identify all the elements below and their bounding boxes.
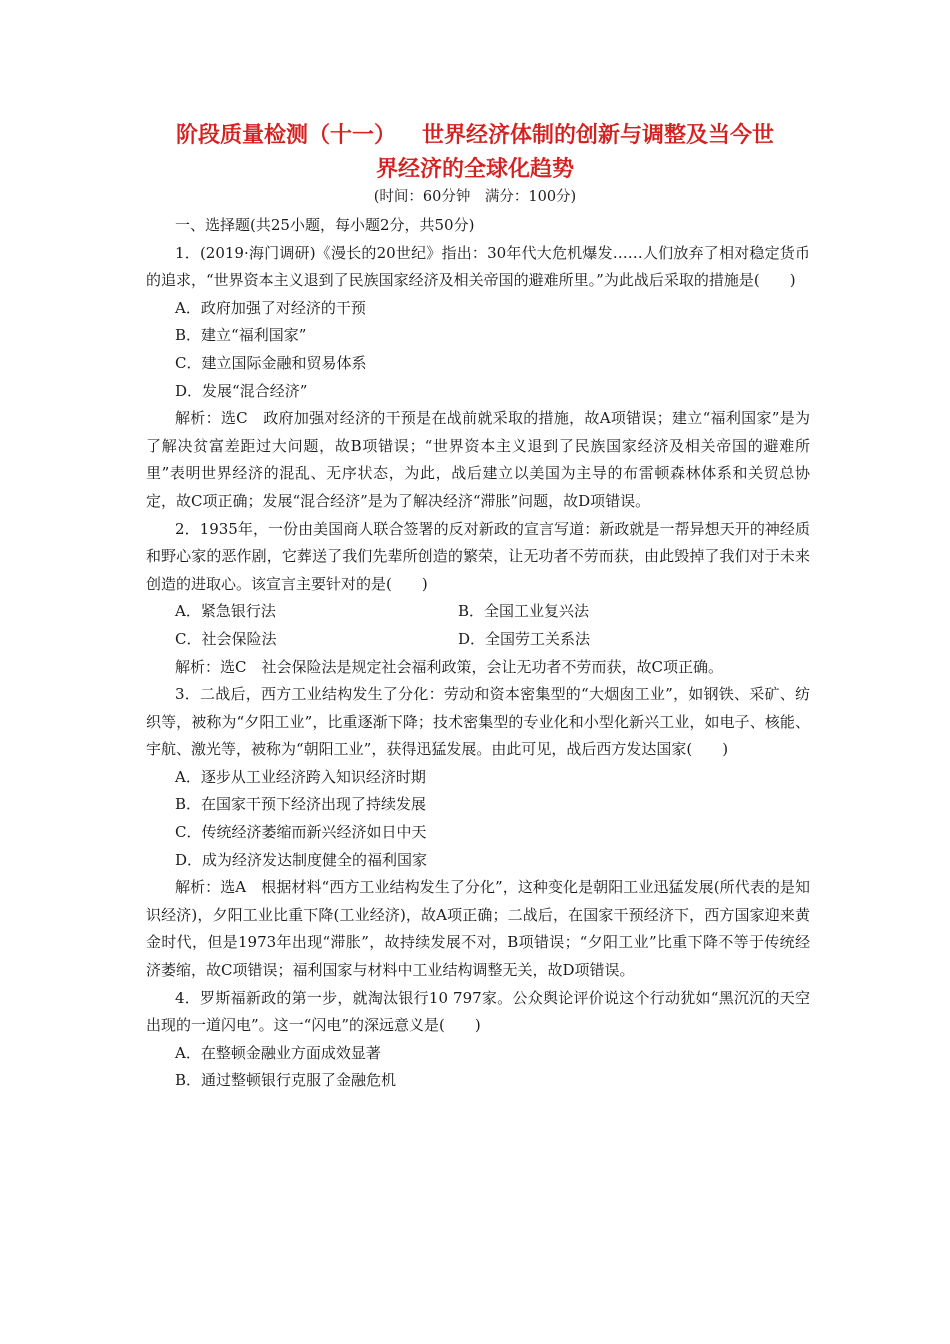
title-line-1 xyxy=(150,118,800,152)
q4-option-a: A．在整顿金融业方面成效显著 xyxy=(175,1043,381,1062)
q1-option-b: B．建立“福利国家” xyxy=(175,326,307,345)
q1-option-d: D．发展“混合经济” xyxy=(175,381,308,400)
q3-option-b: B．在国家干预下经济出现了持续发展 xyxy=(175,795,427,814)
title-part-b: 世界经济体制的创新与调整及当今世 xyxy=(422,122,775,148)
q2-options-row-1 xyxy=(146,598,810,626)
section-heading: 一、选择题(共25小题，每小题2分，共50分) xyxy=(175,216,475,234)
q4-option-b: B．通过整顿银行克服了金融危机 xyxy=(175,1071,397,1090)
q1-stem: 1．(2019·海门调研)《漫长的20世纪》指出：30年代大危机爆发……人们放弃了相对稳定货币的追求，“世界资本主义退到了民族国家经济及相关帝国的避难所里。”为此战后采取的措施是( ) xyxy=(146,243,810,290)
q3-option-c: C．传统经济萎缩而新兴经济如日中天 xyxy=(175,823,427,842)
q1-analysis: 解析：选C 政府加强对经济的干预是在战前就采取的措施，故A项错误；建立“福利国家”是为了解决贫富差距过大问题，故B项错误；“世界资本主义退到了民族国家经济及相关帝国的避难所里”表明世界经济的混乱、无序状态，为此，战后建立以美国为主导的布雷顿森林体系和关贸总协定，故C项正确；发展“混合经济”是为了解决经济“滞胀”问题，故D项错误。 xyxy=(146,409,810,510)
q2-option-b: B．全国工业复兴法 xyxy=(458,602,590,621)
q2-stem: 2．1935年，一份由美国商人联合签署的反对新政的宣言写道：新政就是一帮异想天开的神经质和野心家的恶作剧，它葬送了我们先辈所创造的繁荣，让无功者不劳而获，由此毁掉了我们对于未来创造的进取心。该宣言主要针对的是( ) xyxy=(146,519,810,593)
q3-stem: 3．二战后，西方工业结构发生了分化：劳动和资本密集型的“大烟囱工业”，如钢铁、采矿、纺织等，被称为“夕阳工业”，比重逐渐下降；技术密集型的专业化和小型化新兴工业，如电子、核能、宇航、激光等，被称为“朝阳工业”，获得迅猛发展。由此可见，战后西方发达国家( ) xyxy=(146,685,810,759)
title-line-2: 界经济的全球化趋势 xyxy=(375,156,574,182)
q1-option-c: C．建立国际金融和贸易体系 xyxy=(175,353,367,372)
q3-analysis: 解析：选A 根据材料“西方工业结构发生了分化”，这种变化是朝阳工业迅猛发展(所代表的是知识经济)，夕阳工业比重下降(工业经济)，故A项正确；二战后，在国家干预经济下，西方国家迎来黄金时代，但是1973年出现“滞胀”，故持续发展不对，B项错误；“夕阳工业”比重下降不等于传统经济萎缩，故C项错误；福利国家与材料中工业结构调整无关，故D项错误。 xyxy=(146,878,810,980)
q2-option-a: A．紧急银行法 xyxy=(175,602,276,621)
q1-option-a: A．政府加强了对经济的干预 xyxy=(175,298,366,317)
exam-content xyxy=(146,212,810,1095)
q2-analysis: 解析：选C 社会保险法是规定社会福利政策，会让无功者不劳而获，故C项正确。 xyxy=(175,657,723,676)
title-part-a: 阶段质量检测（十一） xyxy=(175,122,396,148)
page-title xyxy=(150,118,800,186)
exam-meta: (时间：60分钟 满分：100分) xyxy=(373,189,577,205)
q2-options-row-2 xyxy=(146,626,810,654)
q2-option-c: C．社会保险法 xyxy=(175,629,277,648)
q3-option-a: A．逐步从工业经济跨入知识经济时期 xyxy=(175,767,426,786)
q3-option-d: D．成为经济发达制度健全的福利国家 xyxy=(175,850,428,869)
q4-stem: 4．罗斯福新政的第一步，就淘汰银行10 797家。公众舆论评价说这个行动犹如“黑沉沉的天空出现的一道闪电”。这一“闪电”的深远意义是( ) xyxy=(146,988,810,1035)
q2-option-d: D．全国劳工关系法 xyxy=(458,629,591,648)
